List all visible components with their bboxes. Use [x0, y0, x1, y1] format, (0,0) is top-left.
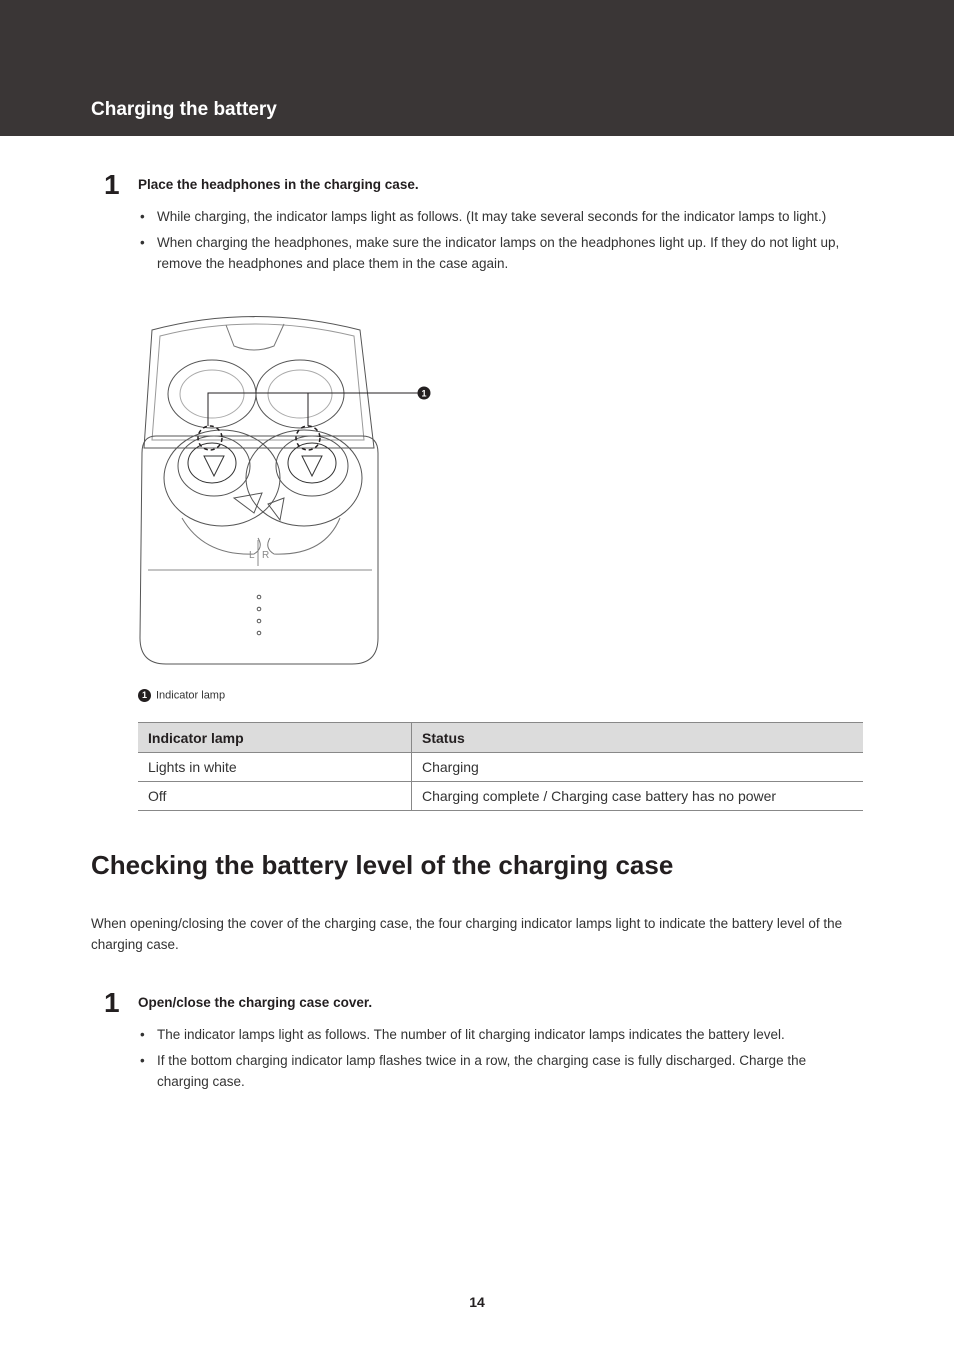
table-cell: Charging [412, 753, 864, 782]
table-cell: Off [138, 782, 412, 811]
left-label: L [249, 550, 255, 561]
table-row [138, 782, 863, 811]
battery-indicator-dot [257, 595, 261, 599]
callout-number: 1 [421, 388, 427, 399]
page-section-title: Charging the battery [91, 99, 277, 120]
step-number: 1 [104, 169, 120, 200]
section-intro: When opening/closing the cover of the charging case, the four charging indicator lamps light to indicate the battery level of the charging case. [91, 916, 843, 952]
right-label: R [262, 550, 270, 561]
bullet-item: • The indicator lamps light as follows. The number of lit charging indicator lamps indicates the battery level. [138, 1024, 848, 1045]
column-header: Indicator lamp [138, 723, 412, 753]
section-heading: Checking the battery level of the charging case [91, 850, 674, 880]
bullet-item: • While charging, the indicator lamps light as follows. (It may take several seconds for the indicator lamps to light.) [138, 206, 848, 227]
step-number: 1 [104, 987, 120, 1018]
legend-callout: 1 [138, 689, 151, 702]
legend-label: Indicator lamp [156, 689, 226, 702]
figure-legend [138, 689, 225, 702]
battery-indicator-dot [257, 607, 261, 611]
battery-indicator-dot [257, 631, 261, 635]
step-bullets [138, 1024, 848, 1097]
charging-case-drawing [134, 308, 444, 673]
indicator-status-table [138, 722, 863, 811]
step-bullets [138, 206, 848, 279]
battery-indicator-dot [257, 619, 261, 623]
charging-case-illustration [134, 308, 444, 678]
column-header: Status [412, 723, 864, 753]
header-band [0, 0, 954, 136]
table-header-row [138, 723, 863, 753]
callout-leader-line [208, 393, 420, 426]
table-row [138, 753, 863, 782]
bullet-item: • If the bottom charging indicator lamp flashes twice in a row, the charging case is fully discharged. Charge the charging case. [138, 1050, 848, 1092]
table-cell: Lights in white [138, 753, 412, 782]
step-title: Place the headphones in the charging case. [138, 177, 419, 192]
bullet-item: • When charging the headphones, make sure the indicator lamps on the headphones light up. If they do not light up, remove the headphones and place them in the case again. [138, 232, 848, 274]
page-number: 14 [469, 1294, 485, 1310]
step-title: Open/close the charging case cover. [138, 995, 373, 1010]
table-cell: Charging complete / Charging case battery has no power [412, 782, 864, 811]
